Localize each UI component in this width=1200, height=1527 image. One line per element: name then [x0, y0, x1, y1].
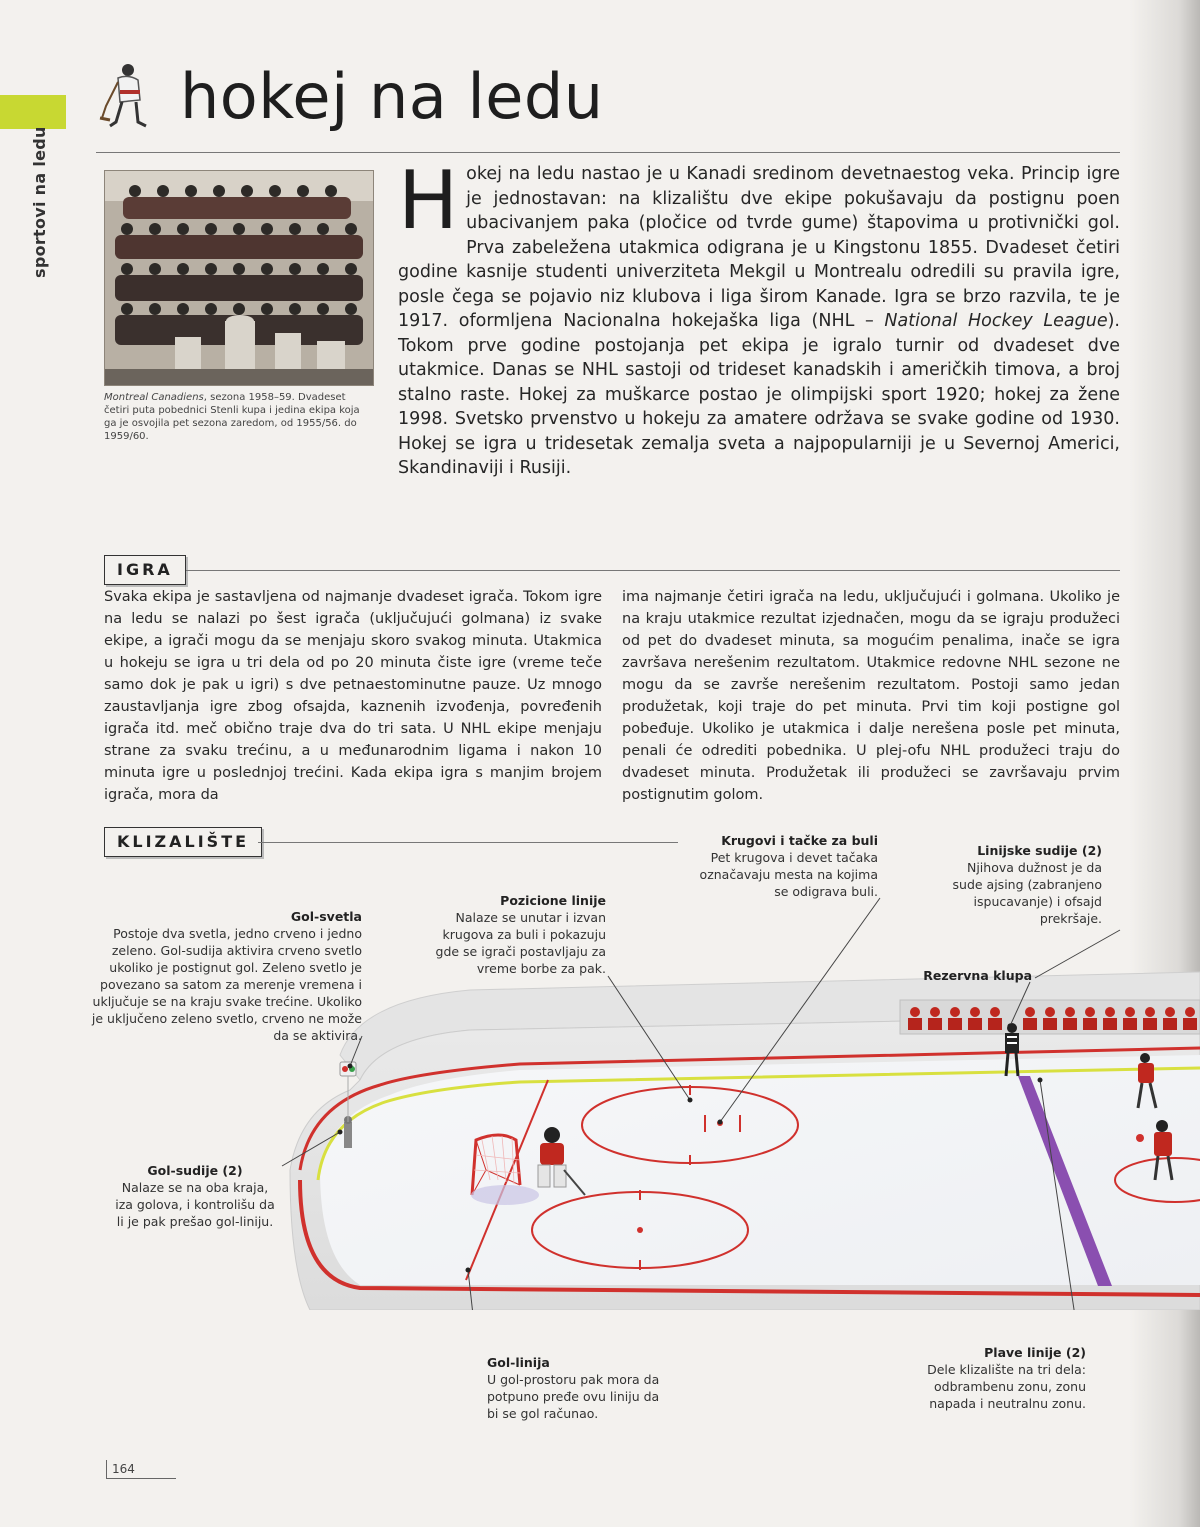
intro-text-italic: National Hockey League [884, 311, 1108, 331]
callout-reserve-bench [900, 967, 1032, 984]
callout-faceoff-circles [684, 832, 878, 900]
title-rule [96, 152, 1120, 153]
callout-position-lines [420, 892, 606, 977]
intro-paragraph [398, 154, 1120, 481]
igra-column-1: Svaka ekipa je sastavljena od najmanje dvadeset igrača. Tokom igre na ledu se nalazi po šest igrača (uključujući golmana) iz svake ekipe, a igrači mogu da se menjaju skoro svakog minuta. Utakmica u hokeju se igra u tri dela od po 20 minuta čiste igre (vreme teče samo dok je pak u igri) s dve petnaestominutne pauze. Uz mnogo zaustavljanja igre zbog ofsajda, kaznenih izvođenja, povređenih igrača itd. meč obično traje dva do tri sata. U NHL ekipe menjaju strane za svaku trećinu, a u međunarodnim ligama i nakon 10 minuta igre u poslednjoj trećini. Kada ekipa igra s manjim brojem igrača, mora da [104, 589, 602, 803]
hockey-player-icon [98, 60, 154, 140]
callout-reserve-bench-title: Rezervna klupa [923, 968, 1032, 983]
callout-faceoff-circles-text: Pet krugova i devet tačaka označavaju mesta na kojima se odigrava buli. [699, 850, 878, 899]
callout-linesmen-text: Njihova dužnost je da sude ajsing (zabranjeno ispucavanje) i ofsajd prekršaje. [952, 860, 1102, 926]
page-title: hokej na ledu [180, 60, 604, 133]
callout-position-lines-text: Nalaze se unutar i izvan krugova za buli i pokazuju gde se igrači postavljaju za vreme borbe za pak. [435, 910, 606, 976]
reserve-bench [900, 1000, 1200, 1034]
page-number: 164 [112, 1462, 135, 1476]
page-number-rule-horizontal [106, 1478, 176, 1479]
callout-goal-line-text: U gol-prostoru pak mora da potpuno pređe ovu liniju da bi se gol računao. [487, 1372, 660, 1421]
intro-text-2: ). Tokom prve godine postojanja pet ekipa je igralo turnir od dvadeset dve utakmice. Danas se NHL sastoji od trideset kanadskih i američkih timova, a broj stalno raste. Hokej za muškarce postao je olimpijski sport 1920; hokej za žene 1998. Svetsko prvenstvo u hokeju za amatere održava se svake godine od 1930. Hokej se igra u tridesetak zemalja sveta a najpopularniji je u Severnoj Americi, Skandinaviji i Rusiji. [398, 311, 1120, 478]
caption-text: , sezona 1958–59. Dvadeset četiri puta pobednici Stenli kupa i jedina ekipa koja ga je osvojila pet sezona zaredom, od 1955/56. do 1959/60. [104, 392, 360, 442]
caption-team-name: Montreal Canadiens [104, 392, 204, 403]
page-number-rule-vertical [106, 1460, 107, 1478]
klizaliste-heading: KLIZALIŠTE [104, 827, 262, 857]
team-photo [104, 170, 374, 386]
callout-blue-lines-title: Plave linije (2) [984, 1345, 1086, 1360]
faceoff-dot-bottom [637, 1227, 643, 1233]
callout-blue-lines [904, 1344, 1086, 1412]
intro-text-1: okej na ledu nastao je u Kanadi sredinom devetnaestog veka. Princip igre je jednostavan: na klizalištu dve ekipe pokušavaju da postignu poen ubacivanjem paka (pločice od tvrde gume) štapovima u protivnički gol. Prva zabeležena utakmica odigrana je u Kingstonu 1855. Dvadeset četiri godine kasnije studenti univerziteta Mekgil u Montrealu odredili su pravila igre, posle čega se pojavio niz klubova i liga širom Kanade. Igra se brzo razvila, te je 1917. oformljena Nacionalna hokejaška liga (NHL – [398, 164, 1120, 331]
drop-cap: H [398, 154, 459, 247]
callout-linesmen [950, 842, 1102, 927]
callout-goal-line [487, 1354, 673, 1422]
section-accent-bar [0, 95, 66, 129]
photo-caption [104, 391, 370, 443]
callout-linesmen-title: Linijske sudije (2) [977, 843, 1102, 858]
callout-goal-judges-title: Gol-sudije (2) [147, 1163, 243, 1178]
neutral-dot [1136, 1134, 1144, 1142]
callout-goal-judges [112, 1162, 278, 1230]
callout-goal-lights [88, 908, 362, 1044]
section-side-label: sportovi na ledu [30, 126, 49, 278]
igra-heading: IGRA [104, 555, 186, 585]
callout-goal-lights-text: Postoje dva svetla, jedno crveno i jedno zeleno. Gol-sudija aktivira crveno svetlo ukoliko je postignut gol. Zeleno svetlo je povezano sa satom za merenje vremena i uključuje se na kraju svake trećine. Ukoliko je uključeno zeleno svetlo, crveno ne može da se aktivira. [91, 926, 362, 1043]
callout-faceoff-circles-title: Krugovi i tačke za buli [721, 833, 878, 848]
callout-goal-judges-text: Nalaze se na oba kraja, iza golova, i kontrolišu da li je pak prešao gol-liniju. [115, 1180, 275, 1229]
igra-column-2: ima najmanje četiri igrača na ledu, uključujući i golmana. Ukoliko je na kraju utakmice rezultat izjednačen, mogu da se igraju produžeci od pet do dvadeset minuta, sa mogućim penalima, inače se igra završava nerešenim rezultatom. Utakmice redovne NHL sezone ne mogu da se završe nerešenim rezultatom. Postoji samo jedan produžetak, koji traje do pet minuta. Prvi tim koji postigne gol pobeđuje. Ukoliko je utakmica i dalje nerešena posle pet minuta, penali će odrediti pobednika. U plej-ofu NHL produžeci traju do dvadeset minuta. Produžetak ili produžeci se završavaju prvim postignutim golom. [622, 589, 1120, 803]
callout-goal-lights-title: Gol-svetla [290, 909, 362, 924]
callout-position-lines-title: Pozicione linije [500, 893, 606, 908]
callout-blue-lines-text: Dele klizalište na tri dela: odbrambenu zonu, zonu napada i neutralnu zonu. [927, 1362, 1086, 1411]
igra-heading-rule [186, 570, 1120, 571]
callout-goal-line-title: Gol-linija [487, 1355, 550, 1370]
